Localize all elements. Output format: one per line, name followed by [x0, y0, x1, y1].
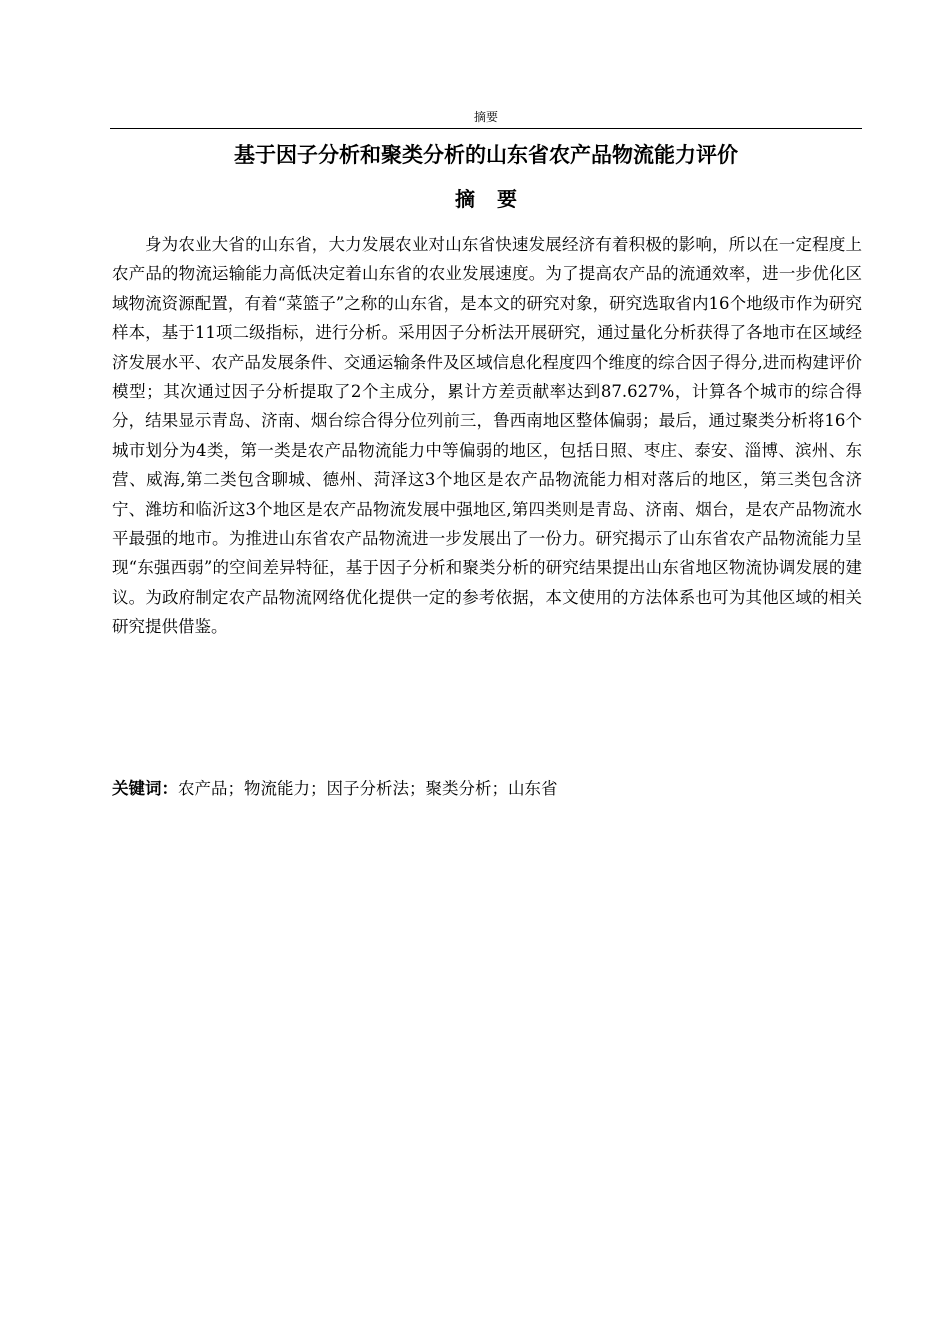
abstract-heading: 摘要 [455, 187, 539, 211]
keywords-label: 关键词： [112, 779, 178, 798]
paper-title: 基于因子分析和聚类分析的山东省农产品物流能力评价 [234, 143, 738, 167]
running-header: 摘要 [473, 110, 498, 124]
keywords-list: 农产品；物流能力；因子分析法；聚类分析；山东省 [178, 779, 558, 798]
abstract-paragraph: 身为农业大省的山东省，大力发展农业对山东省快速发展经济有着积极的影响，所以在一定程度上农产品的物流运输能力高低决定着山东省的农业发展速度。为了提高农产品的流通效率，进一步优化区域物流资源配置，有着“菜篮子”之称的山东省，是本文的研究对象，研究选取省内16个地级市作为研究样本，基于11项二级指标，进行分析。采用因子分析法开展研究，通过量化分析获得了各地市在区域经济发展水平、农产品发展条件、交通运输条件及区域信息化程度四个维度的综合因子得分,进而构建评价模型；其次通过因子分析提取了2个主成分，累计方差贡献率达到87.627%，计算各个城市的综合得分，结果显示青岛、济南、烟台综合得分位列前三，鲁西南地区整体偏弱；最后，通过聚类分析将16个城市划分为4类，第一类是农产品物流能力中等偏弱的地区，包括日照、枣庄、泰安、淄博、滨州、东营、威海,第二类包含聊城、德州、菏泽这3个地区是农产品物流能力相对落后的地区，第三类包含济宁、潍坊和临沂这3个地区是农产品物流发展中强地区,第四类则是青岛、济南、烟台，是农产品物流水平最强的地市。为推进山东省农产品物流进一步发展出了一份力。研究揭示了山东省农产品物流能力呈现“东强西弱”的空间差异特征，基于因子分析和聚类分析的研究结果提出山东省地区物流协调发展的建议。为政府制定农产品物流网络优化提供一定的参考依据，本文使用的方法体系也可为其他区域的相关研究提供借鉴。 [112, 235, 862, 637]
header-divider [110, 128, 862, 129]
keywords-line [112, 774, 862, 803]
